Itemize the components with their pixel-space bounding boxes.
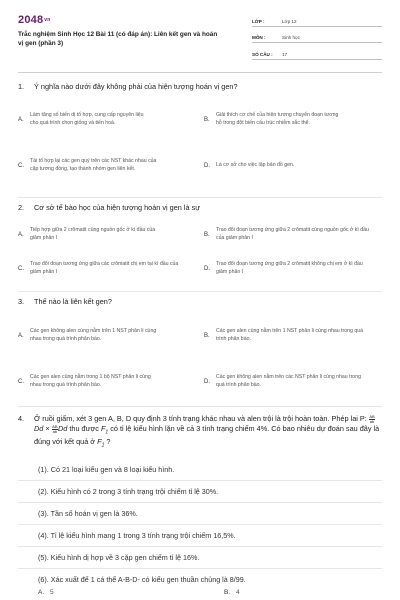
option-text: Làm tăng số biến dị tổ hợp, cung cấp nguyên liệu cho quá trình chọn giống và tiến hoá. — [30, 112, 144, 126]
option-b[interactable] — [204, 221, 382, 249]
question-4 — [18, 414, 382, 451]
question-text: Ở ruồi giấm, xét 3 gen A, B, D quy định 3 tính trạng khác nhau và alen trội là trội hoàn toàn. Phép lai P: $\frac{AB}{ab}$ Dd × $\frac{AB}{ab}$ Dd thu được $F_1$ có tỉ lệ kiểu hình lặn về cả 3 tính trạng chiếm 4%. Có bao nhiêu dự đoán sau đây là đúng với kết quả ở $F_1$ ? — [34, 413, 380, 449]
option-c[interactable] — [18, 255, 198, 283]
option-text: Giải thích cơ chế của hiện tượng chuyển đoạn tương hỗ trong đột biến cấu trúc nhiễm sắc thể. — [216, 112, 339, 126]
statement-3: (3). Tần số hoán vị gen là 36%. — [38, 509, 138, 518]
meta-key: LỚP : — [252, 18, 265, 24]
option-a[interactable] — [18, 318, 198, 354]
option-letter: B. — [204, 232, 210, 238]
brand-name: 2048 — [18, 14, 44, 26]
question-1-options — [18, 102, 382, 192]
option-text: 5 — [50, 589, 54, 596]
genotype-fraction: $\frac{AB}{ab}$ — [369, 413, 375, 424]
statement-6: (6). Xác xuất để 1 cá thể A-B-D- có kiểu gen thuần chủng là 8/99. — [38, 575, 246, 584]
option-a[interactable] — [18, 221, 198, 249]
option-letter: D. — [204, 163, 210, 169]
question-number: 4. — [18, 414, 25, 423]
meta-row-class — [252, 14, 382, 27]
f1-symbol: $F_1$ — [97, 437, 105, 449]
option-text: Các gen alen cùng nằm trên 1 NST phân li cùng nhau trong quá trình phân bào. — [216, 328, 363, 342]
statement-5: (5). Kiểu hình dị hợp về 3 cặp gen chiếm tỉ lệ 16%. — [38, 553, 200, 562]
header-divider — [18, 72, 382, 73]
meta-value: Lớp 12 — [282, 18, 297, 24]
statement-2: (2). Kiểu hình có 2 trong 3 tính trạng trội chiếm tỉ lệ 30%. — [38, 487, 219, 496]
option-letter: C. — [18, 379, 24, 385]
option-text: Các gen không alen nằm trên các NST phân li cùng nhau trong quá trình phân bào. — [216, 374, 361, 388]
option-letter: B. — [224, 589, 231, 597]
option-b[interactable] — [204, 318, 382, 354]
question-2 — [18, 203, 382, 213]
question-text: Thế nào là liên kết gen? — [34, 297, 112, 306]
option-text: Trao đổi đoạn tương ứng giữa 2 crômatit cùng nguồn gốc ở kì đầu của giảm phân I — [216, 227, 369, 241]
meta-key: MÔN : — [252, 35, 266, 40]
option-letter: A. — [18, 232, 24, 238]
option-letter: A. — [38, 589, 45, 597]
meta-row-subject — [252, 31, 382, 44]
statement-1: (1). Có 21 loại kiểu gen và 8 loại kiểu hình. — [38, 465, 175, 474]
option-letter: A. — [18, 117, 24, 123]
genotype-fraction: $\frac{AB}{ab}$ — [52, 423, 58, 434]
option-a[interactable] — [18, 102, 198, 138]
option-text: Là cơ sở cho việc lập bản đồ gen. — [216, 162, 295, 169]
option-c[interactable] — [18, 364, 198, 400]
option-d[interactable] — [204, 255, 382, 283]
question-text-part: có tỉ lệ kiểu hình lặn về cả 3 tính trạng chiếm 4%. Có bao nhiêu dự đoán sau đây là đúng với kết quả ở — [34, 424, 380, 447]
option-letter: A. — [18, 333, 24, 339]
question-number: 3. — [18, 297, 25, 306]
question-3 — [18, 297, 382, 307]
option-d[interactable] — [204, 364, 382, 400]
question-1 — [18, 82, 382, 92]
meta-key: SỐ CÂU : — [252, 51, 273, 57]
option-letter: C. — [18, 266, 24, 272]
option-text: 4 — [236, 589, 240, 596]
question-number: 2. — [18, 203, 25, 212]
option-text: Các gen không alen cùng nằm trên 1 NST phân li cùng nhau trong quá trình phân bào. — [30, 328, 157, 342]
option-text: Tiếp hợp giữa 2 crômatit cùng nguồn gốc ở kì đầu của giảm phân I — [30, 227, 156, 241]
option-text: Trao đổi đoạn tương ứng giữa các crômatit chị em tại kì đầu của giảm phân I — [30, 261, 179, 275]
question-text: Ý nghĩa nào dưới đây không phải của hiện tượng hoán vị gen? — [34, 82, 238, 91]
meta-value: 17 — [282, 51, 288, 57]
option-letter: C. — [18, 163, 24, 169]
question-text-part: thu được — [69, 424, 99, 433]
option-b[interactable] — [204, 102, 382, 138]
statement-divider — [18, 502, 382, 503]
option-text: Các gen alen cùng nằm trong 1 bộ NST phân li cùng nhau trong quá trình phân bào. — [30, 374, 151, 388]
option-text: Trao đổi đoạn tương ứng giữa 2 crômatit không chị em ở kì đầu giảm phân I — [216, 261, 363, 275]
option-a[interactable] — [38, 589, 54, 597]
option-text: Tái tổ hợp lại các gen quý trên các NST khác nhau của cặp tương đồng, tạo thành nhóm gen liên kết. — [30, 158, 157, 172]
question-2-options — [18, 221, 382, 287]
option-letter: D. — [204, 379, 210, 385]
statement-divider — [18, 480, 382, 481]
question-3-options — [18, 318, 382, 408]
f1-symbol: $F_1$ — [100, 424, 109, 436]
question-divider — [18, 197, 382, 198]
statement-4: (4). Tỉ lệ kiểu hình mang 1 trong 3 tính trạng trội chiếm 16,5%. — [38, 531, 236, 540]
option-b[interactable] — [224, 589, 240, 597]
question-divider — [18, 291, 382, 292]
document-title: Trắc nghiệm Sinh Học 12 Bài 11 (có đáp án): Liên kết gen và hoán vị gen (phần 3) — [18, 31, 218, 47]
question-number: 1. — [18, 82, 25, 91]
statement-divider — [18, 546, 382, 547]
meta-box — [252, 14, 382, 64]
question-divider — [18, 406, 382, 407]
option-letter: B. — [204, 117, 210, 123]
question-text-part: Ở ruồi giấm, xét 3 gen A, B, D quy định 3 tính trạng khác nhau và alen trội là trội hoàn toàn. Phép lai P: — [34, 414, 367, 423]
meta-value: Sinh học — [282, 35, 300, 40]
brand-logo[interactable] — [18, 14, 51, 26]
meta-row-count — [252, 47, 382, 60]
option-c[interactable] — [18, 148, 198, 184]
question-text: Cơ sở tế bào học của hiện tượng hoán vị gen là sự — [34, 203, 201, 212]
brand-suffix: vn — [44, 17, 51, 24]
statement-divider — [18, 568, 382, 569]
option-letter: D. — [204, 266, 210, 272]
option-letter: B. — [204, 333, 210, 339]
statement-divider — [18, 524, 382, 525]
option-d[interactable] — [204, 148, 382, 184]
